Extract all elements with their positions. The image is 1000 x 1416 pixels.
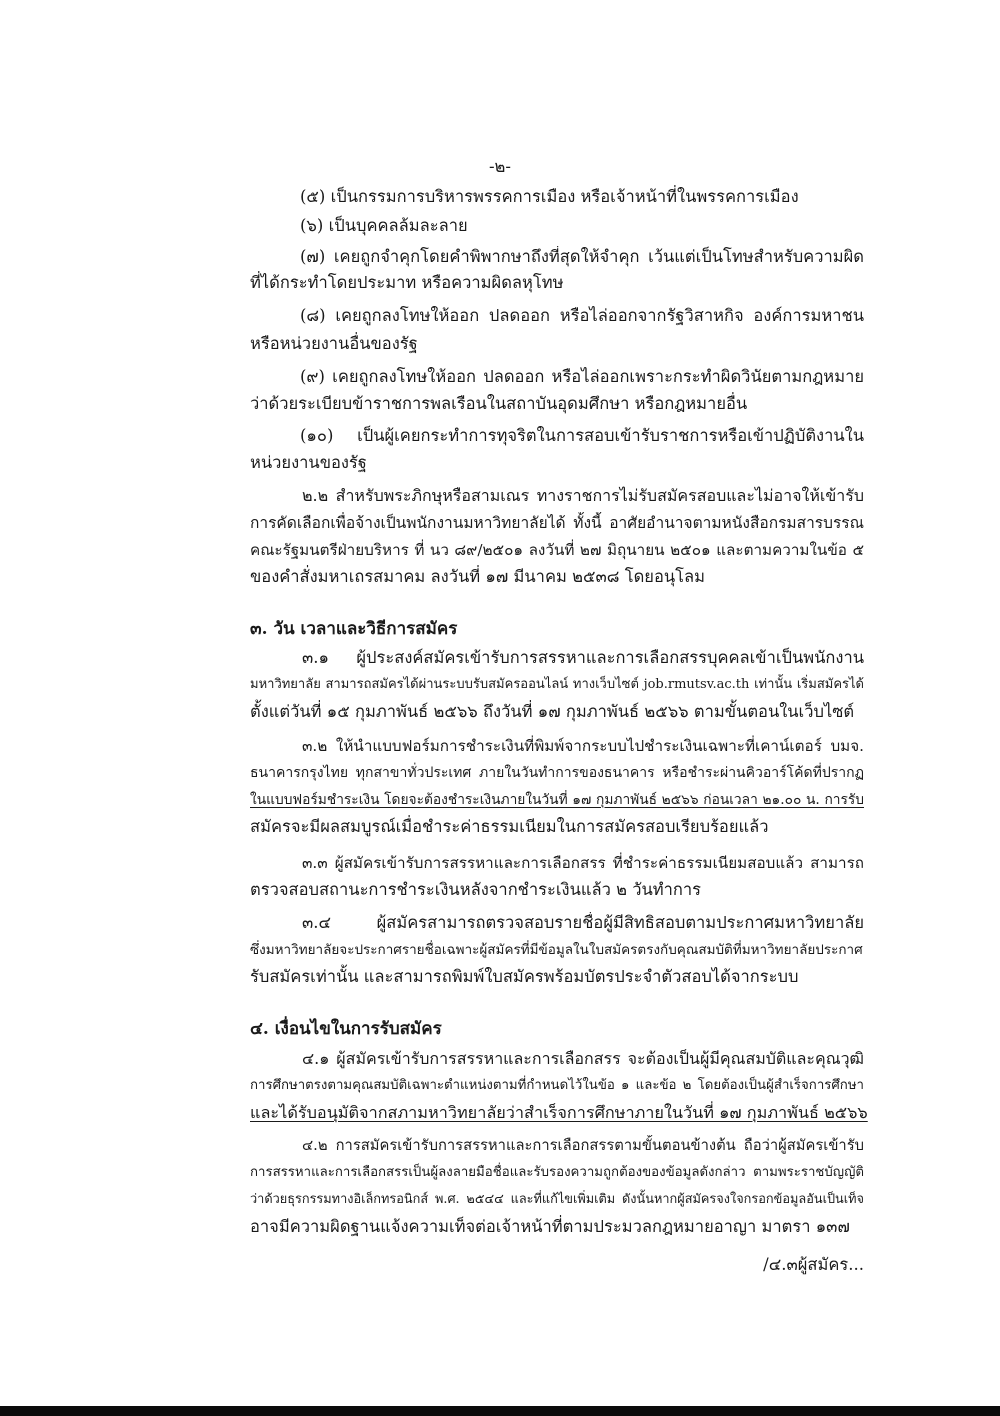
section-3-1-line2: มหาวิทยาลัย สามารถสมัครได้ผ่านระบบรับสมัครออนไลน์ ทางเว็บไซต์ job.rmutsv.ac.th เท่านั้น เริ่มสมัครได้ — [250, 677, 864, 692]
continuation-marker: /๔.๓ผู้สมัคร... — [763, 1255, 864, 1274]
page-number: -๒- — [488, 157, 512, 176]
section-4-1-line3: และได้รับอนุมัติจากสภามหาวิทยาลัยว่าสำเร็จการศึกษาภายในวันที่ ๑๗ กุมภาพันธ์ ๒๕๖๖ — [250, 1103, 868, 1122]
section-3-heading: ๓. วัน เวลาและวิธีการสมัคร — [250, 619, 458, 639]
section-3-4-line3: รับสมัครเท่านั้น และสามารถพิมพ์ใบสมัครพร้อมบัตรประจำตัวสอบได้จากระบบ — [250, 967, 799, 986]
clause-1-9-cont: ว่าด้วยระเบียบข้าราชการพลเรือนในสถาบันอุดมศึกษา หรือกฎหมายอื่น — [250, 394, 748, 413]
section-2-2-line4: ของคำสั่งมหาเถรสมาคม ลงวันที่ ๑๗ มีนาคม ๒๕๓๘ โดยอนุโลม — [250, 567, 705, 586]
section-4-heading: ๔. เงื่อนไขในการรับสมัคร — [250, 1019, 442, 1039]
section-3-1-line1: ๓.๑ ผู้ประสงค์สมัครเข้ารับการสรรหาและการเลือกสรรบุคคลเข้าเป็นพนักงาน — [302, 648, 864, 667]
section-3-2-line4: สมัครจะมีผลสมบูรณ์เมื่อชำระค่าธรรมเนียมในการสมัครสอบเรียบร้อยแล้ว — [250, 817, 769, 836]
clause-1-6: (๖) เป็นบุคคลล้มละลาย — [300, 216, 468, 235]
section-2-2-line1: ๒.๒ สำหรับพระภิกษุหรือสามเณร ทางราชการไม่รับสมัครสอบและไม่อาจให้เข้ารับ — [302, 486, 864, 505]
clause-1-7-cont: ที่ได้กระทำโดยประมาท หรือความผิดลหุโทษ — [250, 273, 564, 292]
section-4-1-line2: การศึกษาตรงตามคุณสมบัติเฉพาะตำแหน่งตามที่กำหนดไว้ในข้อ ๑ และข้อ ๒ โดยต้องเป็นผู้สำเร็จการศึกษา — [250, 1078, 864, 1093]
section-3-4-line2: ซึ่งมหาวิทยาลัยจะประกาศรายชื่อเฉพาะผู้สมัครที่มีข้อมูลในใบสมัครตรงกับคุณสมบัติที่มหาวิทยาลัยประกาศ — [250, 942, 863, 958]
section-4-2-line1: ๔.๒ การสมัครเข้ารับการสรรหาและการเลือกสรรตามขั้นตอนข้างต้น ถือว่าผู้สมัครเข้ารับ — [302, 1137, 864, 1154]
section-4-2-line3: ว่าด้วยธุรกรรมทางอิเล็กทรอนิกส์ พ.ศ. ๒๕๔๔ และที่แก้ไขเพิ่มเติม ดังนั้นหากผู้สมัครจงใจกรอกข้อมูลอันเป็นเท็จ — [250, 1192, 864, 1207]
clause-1-9: (๙) เคยถูกลงโทษให้ออก ปลดออก หรือไล่ออกเพราะกระทำผิดวินัยตามกฎหมาย — [300, 367, 864, 386]
section-3-2-line1: ๓.๒ ให้นำแบบฟอร์มการชำระเงินที่พิมพ์จากระบบไปชำระเงินเฉพาะที่เคาน์เตอร์ บมจ. — [302, 737, 864, 755]
section-4-1-line1: ๔.๑ ผู้สมัครเข้ารับการสรรหาและการเลือกสรร จะต้องเป็นผู้มีคุณสมบัติและคุณวุฒิ — [302, 1049, 864, 1068]
section-4-2-line4: อาจมีความผิดฐานแจ้งความเท็จต่อเจ้าหน้าที่ตามประมวลกฎหมายอาญา มาตรา ๑๓๗ — [250, 1217, 850, 1236]
section-3-1-line3: ตั้งแต่วันที่ ๑๕ กุมภาพันธ์ ๒๕๖๖ ถึงวันที่ ๑๗ กุมภาพันธ์ ๒๕๖๖ ตามขั้นตอนในเว็บไซต์ — [250, 702, 855, 721]
clause-1-7: (๗) เคยถูกจำคุกโดยคำพิพากษาถึงที่สุดให้จำคุก เว้นแต่เป็นโทษสำหรับความผิด — [300, 247, 864, 266]
clause-1-10: (๑๐) เป็นผู้เคยกระทำการทุจริตในการสอบเข้ารับราชการหรือเข้าปฏิบัติงานใน — [300, 426, 864, 445]
clause-1-5: (๕) เป็นกรรมการบริหารพรรคการเมือง หรือเจ้าหน้าที่ในพรรคการเมือง — [300, 187, 799, 206]
clause-1-10-cont: หน่วยงานของรัฐ — [250, 453, 367, 472]
section-3-3-line2: ตรวจสอบสถานะการชำระเงินหลังจากชำระเงินแล้ว ๒ วันทำการ — [250, 880, 702, 899]
section-3-4-line1: ๓.๔ ผู้สมัครสามารถตรวจสอบรายชื่อผู้มีสิทธิสอบตามประกาศมหาวิทยาลัย — [302, 913, 864, 932]
section-3-2-line2: ธนาคารกรุงไทย ทุกสาขาทั่วประเทศ ภายในวันทำการของธนาคาร หรือชำระผ่านคิวอาร์โค้ดที่ปรากฏ — [250, 765, 864, 781]
section-3-2-line3: ในแบบฟอร์มชำระเงิน โดยจะต้องชำระเงินภายในวันที่ ๑๗ กุมภาพันธ์ ๒๕๖๖ ก่อนเวลา ๒๑.๐๐ น. การรับ — [250, 792, 864, 808]
scan-bottom-edge — [0, 1406, 1000, 1416]
section-2-2-line2: การคัดเลือกเพื่อจ้างเป็นพนักงานมหาวิทยาลัยได้ ทั้งนี้ อาศัยอำนาจตามหนังสือกรมสารบรรณ — [250, 514, 864, 532]
section-4-2-line2: การสรรหาและการเลือกสรรเป็นผู้ลงลายมือชื่อและรับรองความถูกต้องของข้อมูลดังกล่าว ตามพระราชบัญญัติ — [250, 1165, 864, 1180]
clause-1-8: (๘) เคยถูกลงโทษให้ออก ปลดออก หรือไล่ออกจากรัฐวิสาหกิจ องค์การมหาชน — [300, 306, 864, 325]
clause-1-8-cont: หรือหน่วยงานอื่นของรัฐ — [250, 334, 418, 353]
section-2-2-line3: คณะรัฐมนตรีฝ่ายบริหาร ที่ นว ๘๙/๒๕๐๑ ลงวันที่ ๒๗ มิถุนายน ๒๕๐๑ และตามความในข้อ ๕ — [250, 541, 864, 559]
section-3-3-line1: ๓.๓ ผู้สมัครเข้ารับการสรรหาและการเลือกสรร ที่ชำระค่าธรรมเนียมสอบแล้ว สามารถ — [302, 854, 864, 872]
